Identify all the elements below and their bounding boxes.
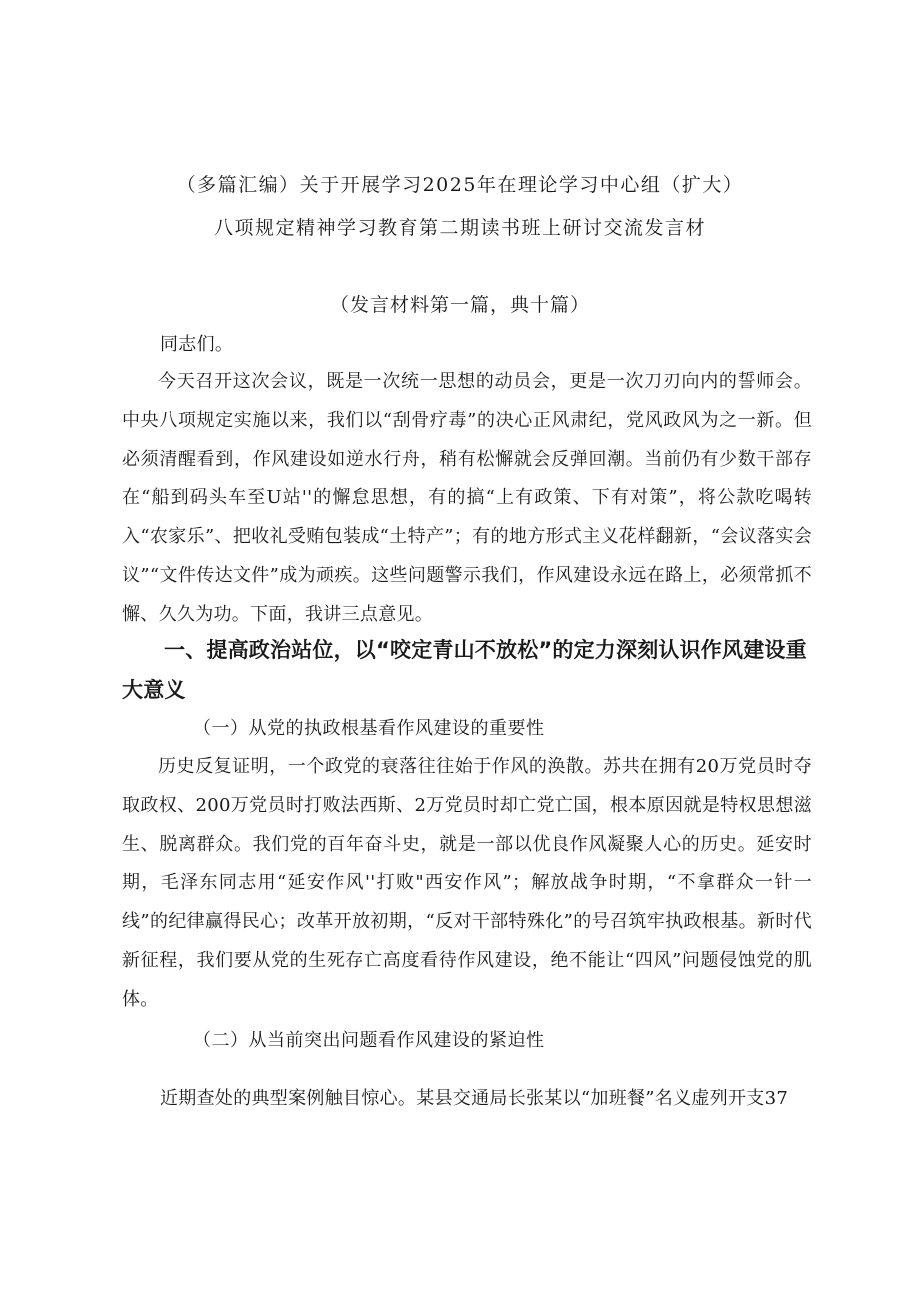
subsection-2-paragraph: 近期查处的典型案例触目惊心。某县交通局长张某以“加班餐”名义虚列开支37 [160, 1088, 789, 1109]
document-title-line-1: （多篇汇编）关于开展学习2025年在理论学习中心组（扩大） [176, 174, 744, 196]
document-title-line-2: 八项规定精神学习教育第二期读书班上研讨交流发言材 [213, 217, 706, 239]
section-1-heading: 一、提高政治站位，以“咬定青山不放松”的定力深刻认识作风建设重大意义 [122, 638, 807, 702]
salutation: 同志们。 [160, 334, 234, 355]
intro-paragraph: 今天召开这次会议，既是一次统一思想的动员会，更是一次刀刃向内的誓师会。中央八项规定实施以来，我们以“刮骨疗毒”的决心正风肃纪，党风政风为之一新。但必须清醒看到，作风建设如逆水行舟，稍有松懈就会反弹回潮。当前仍有少数干部存在“船到码头车至U站''的懈怠思想，有的搞“上有政策、下有对策”，将公款吃喝转入“农家乐”、把收礼受贿包装成“土特产”；有的地方形式主义花样翻新，“会议落实会议”“文件传达文件”成为顽疾。这些问题警示我们，作风建设永远在路上，必须常抓不懈、久久为功。下面，我讲三点意见。 [122, 371, 812, 625]
document-subtitle: （发言材料第一篇，典十篇） [329, 294, 590, 316]
subsection-1-paragraph: 历史反复证明，一个政党的衰落往往始于作风的涣散。苏共在拥有20万党员时夺取政权、200万党员时打败法西斯、2万党员时却亡党亡国，根本原因就是特权思想滋生、脱离群众。我们党的百年奋斗史，就是一部以优良作风凝聚人心的历史。延安时期，毛泽东同志用“延安作风''打败"西安作风”；解放战争时期，“不拿群众一针一线”的纪律赢得民心；改革开放初期，“反对干部特殊化”的号召筑牢执政根基。新时代新征程，我们要从党的生死存亡高度看待作风建设，绝不能让“四风”问题侵蚀党的肌体。 [122, 756, 812, 1010]
subsection-2-heading: （二）从当前突出问题看作风建设的紧迫性 [193, 1030, 545, 1051]
subsection-1-heading: （一）从党的执政根基看作风建设的重要性 [193, 718, 545, 739]
